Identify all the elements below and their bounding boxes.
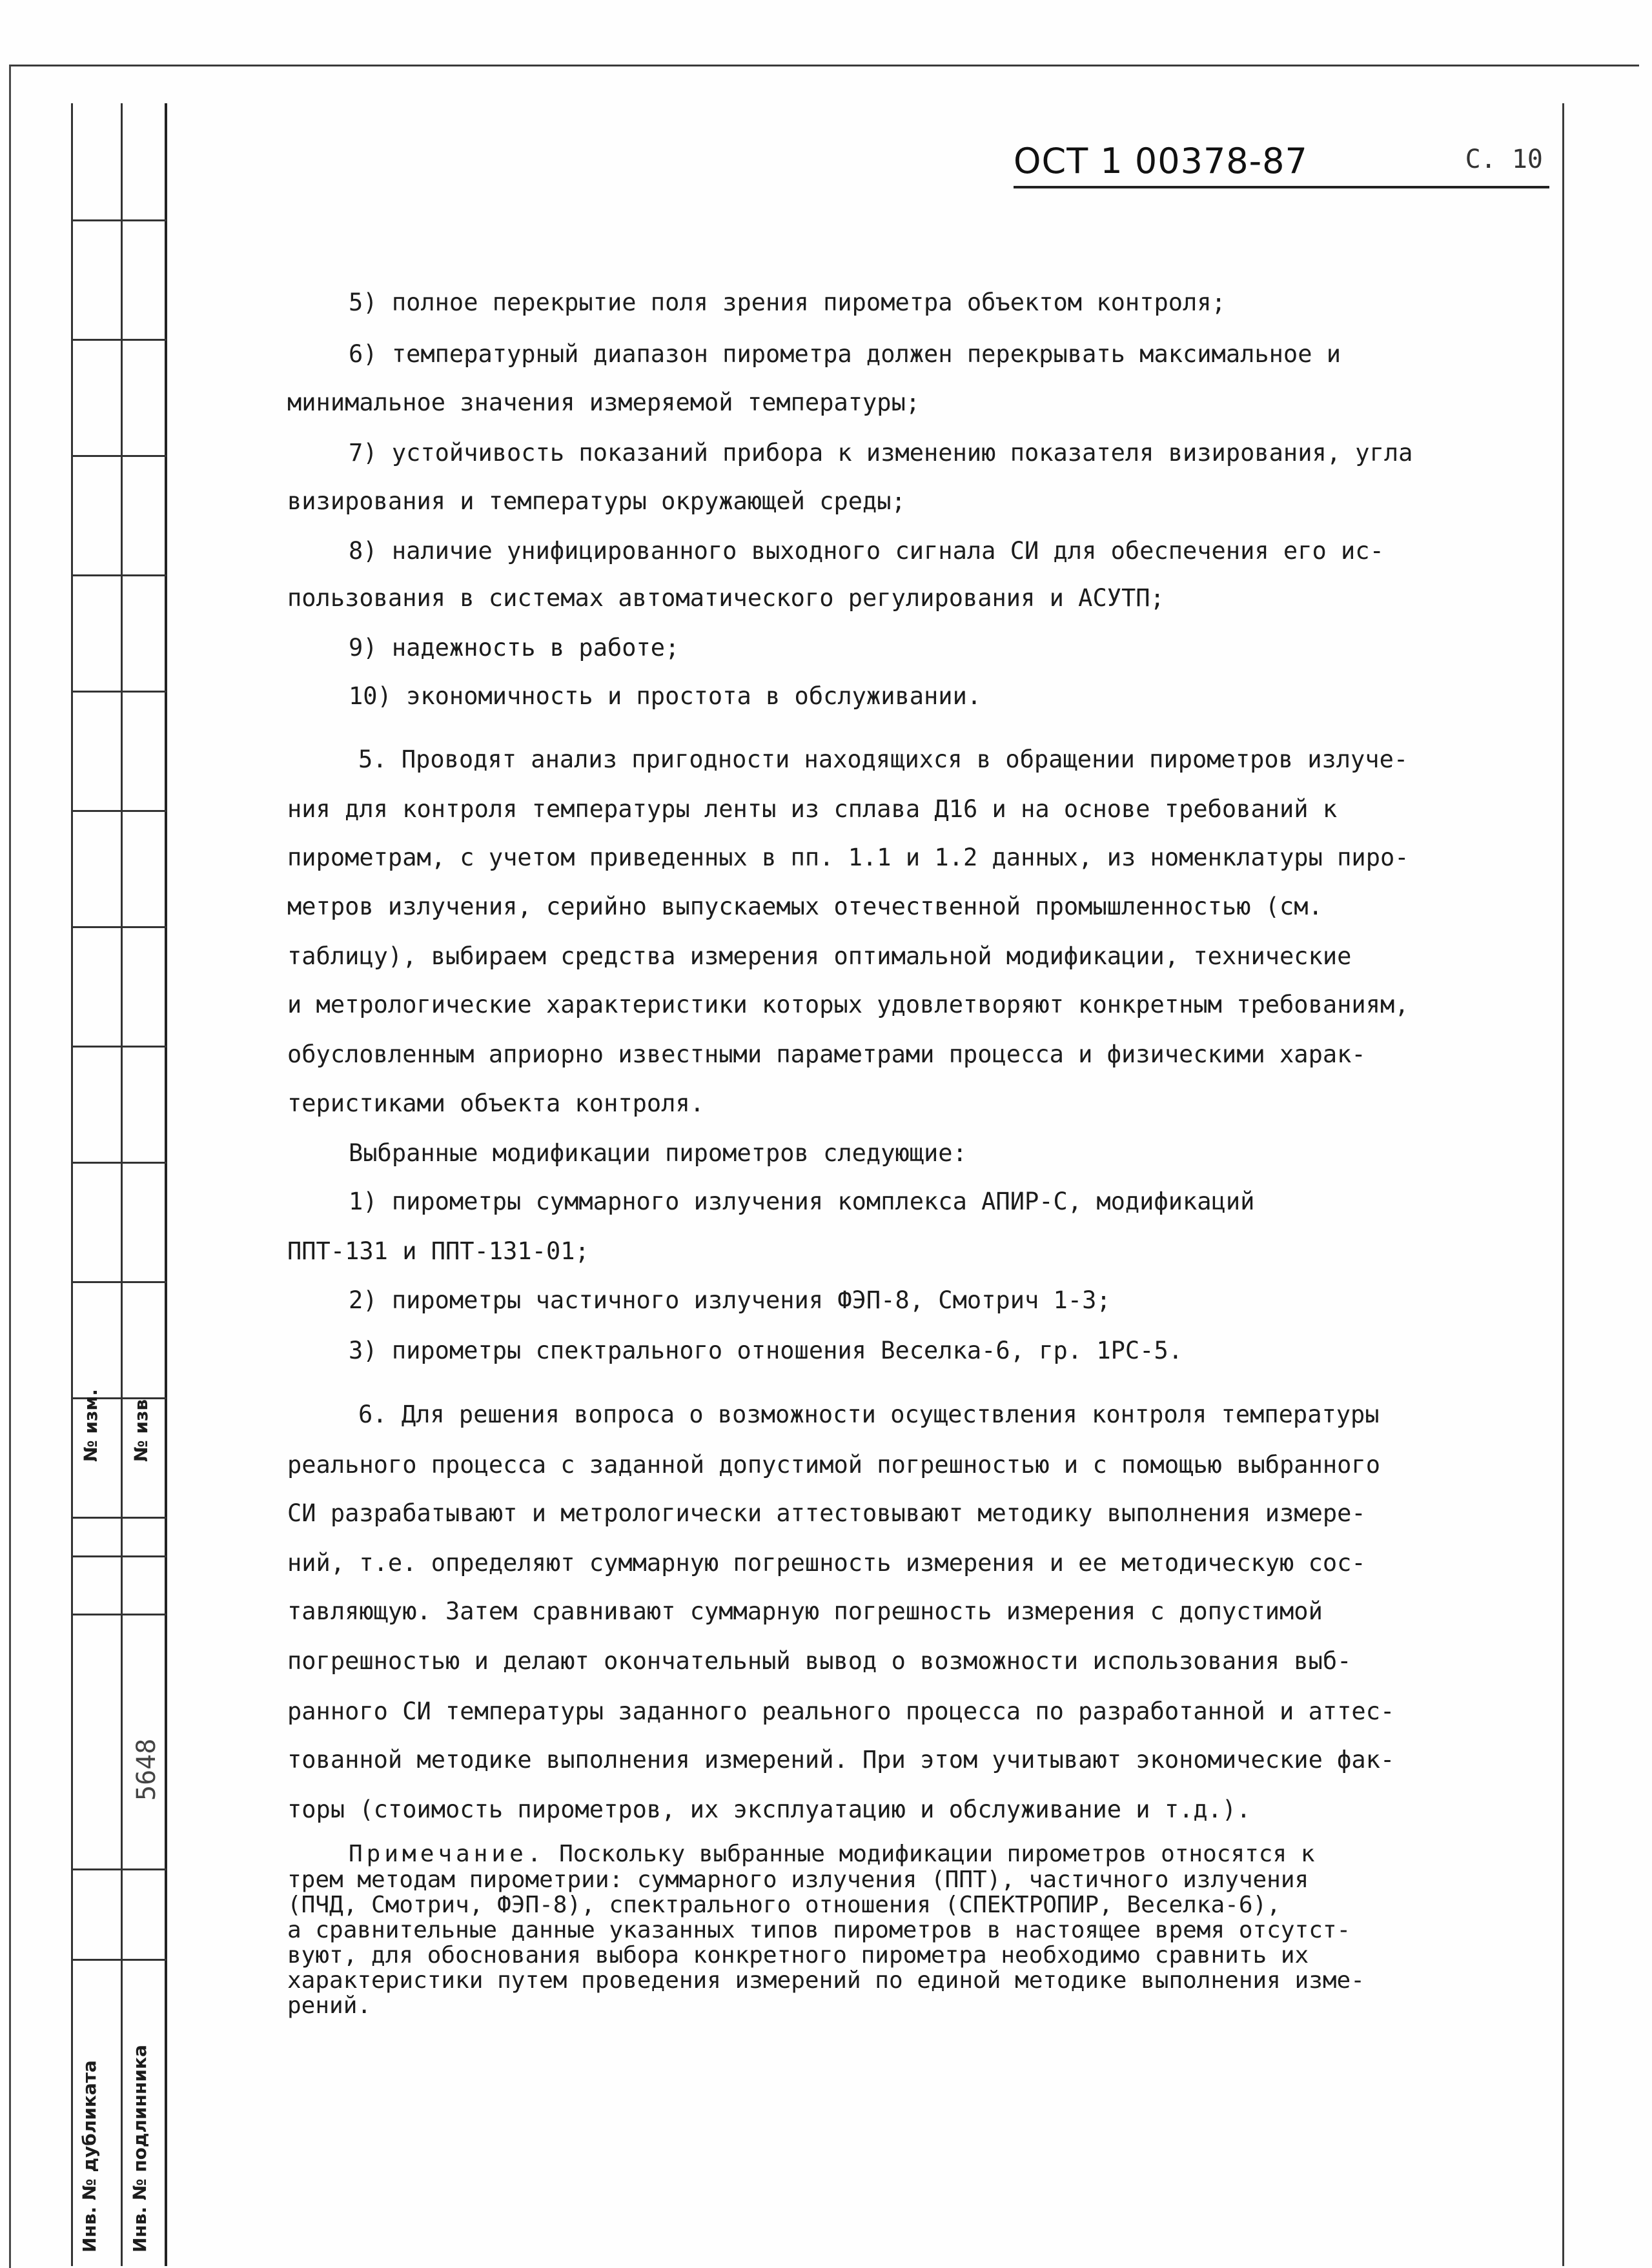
body-line: торы (стоимость пирометров, их эксплуатацию и обслуживание и т.д.). (287, 1796, 1251, 1823)
strip-line (71, 103, 73, 2266)
body-line: ППТ-131 и ППТ-131-01; (287, 1237, 589, 1265)
body-line: 3) пирометры спектрального отношения Веселка-6, гр. 1РС-5. (349, 1337, 1183, 1364)
body-line: ний, т.е. определяют суммарную погрешность измерения и ее методическую сос- (287, 1549, 1366, 1577)
note-title: Примечание. (349, 1841, 546, 1867)
strip-row-divider (71, 1046, 167, 1048)
strip-row-divider (71, 691, 167, 693)
strip-row-divider (71, 1517, 167, 1519)
note-line: а сравнительные данные указанных типов пирометров в настоящее время отсутст- (287, 1917, 1351, 1943)
body-line: СИ разрабатывают и метрологически аттестовывают методику выполнения измере- (287, 1499, 1366, 1527)
document-id: ОСТ 1 00378-87 (1014, 141, 1308, 181)
body-line: 1) пирометры суммарного излучения комплекса АПИР-С, модификаций (349, 1188, 1255, 1215)
strip-row-divider (71, 926, 167, 928)
strip-line (165, 103, 167, 2266)
note-line: трем методам пирометрии: суммарного излучения (ППТ), частичного излучения (287, 1867, 1309, 1893)
body-line: 6) температурный диапазон пирометра должен перекрывать максимальное и (349, 340, 1341, 368)
strip-row-divider (71, 1162, 167, 1164)
body-line: Выбранные модификации пирометров следующие: (349, 1139, 967, 1167)
body-line: визирования и температуры окружающей среды; (287, 487, 906, 515)
note-line-text: Поскольку выбранные модификации пирометров относятся к (559, 1841, 1315, 1867)
header-underline (1014, 186, 1549, 188)
duplicate-inv-label: Инв. № дубликата (79, 2060, 100, 2253)
strip-row-divider (71, 339, 167, 341)
note-line: вуют, для обоснования выбора конкретного пирометра необходимо сравнить их (287, 1942, 1309, 1969)
page-frame-right-edge (1562, 103, 1564, 2266)
strip-row-divider (71, 1555, 167, 1557)
body-line: 8) наличие унифицированного выходного сигнала СИ для обеспечения его ис- (349, 537, 1384, 565)
note-line: (ПЧД, Смотрич, ФЭП-8), спектрального отношения (СПЕКТРОПИР, Веселка-6), (287, 1892, 1281, 1918)
strip-row-divider (71, 1959, 167, 1961)
body-line: теристиками объекта контроля. (287, 1089, 705, 1117)
original-inv-number: 5648 (132, 1738, 161, 1801)
body-line: ния для контроля температуры ленты из сплава Д16 и на основе требований к (287, 795, 1338, 823)
page-number: С. 10 (1465, 145, 1543, 174)
body-line: 7) устойчивость показаний прибора к изменению показателя визирования, угла (349, 439, 1413, 467)
body-line: 5) полное перекрытие поля зрения пирометра объектом контроля; (349, 289, 1226, 316)
strip-row-divider (71, 219, 167, 221)
strip-row-divider (71, 574, 167, 576)
strip-row-divider (71, 1868, 167, 1870)
original-inv-label: Инв. № подлинника (129, 2045, 150, 2253)
body-line: метров излучения, серийно выпускаемых отечественной промышленностью (см. (287, 893, 1323, 920)
body-line: 10) экономичность и простота в обслуживании. (349, 682, 982, 710)
body-line: 9) надежность в работе; (349, 634, 680, 662)
body-line: реального процесса с заданной допустимой погрешностью и с помощью выбранного (287, 1451, 1380, 1479)
change-no-label: № изв (130, 1399, 152, 1462)
body-line: ранного СИ температуры заданного реального процесса по разработанной и аттес- (287, 1697, 1395, 1725)
page-header (1014, 141, 1556, 186)
mod-no-label: № изм. (80, 1389, 101, 1462)
body-line: пирометрам, с учетом приведенных в пп. 1.1 и 1.2 данных, из номенклатуры пиро- (287, 844, 1409, 871)
note-line: рений. (287, 1992, 372, 2019)
strip-row-divider (71, 1281, 167, 1283)
note-first-line (349, 1843, 1315, 1866)
note-line: характеристики путем проведения измерений по единой методике выполнения изме- (287, 1967, 1365, 1994)
body-line: 2) пирометры частичного излучения ФЭП-8, Смотрич 1-3; (349, 1286, 1111, 1314)
body-line: минимальное значения измеряемой температуры; (287, 389, 921, 416)
strip-line (121, 103, 123, 2266)
body-line: 5. Проводят анализ пригодности находящихся в обращении пирометров излуче- (358, 745, 1409, 773)
strip-row-divider (71, 1614, 167, 1615)
body-line: пользования в системах автоматического регулирования и АСУТП; (287, 584, 1165, 612)
strip-row-divider (71, 455, 167, 457)
body-line: и метрологические характеристики которых удовлетворяют конкретным требованиям, (287, 991, 1409, 1018)
body-line: 6. Для решения вопроса о возможности осуществления контроля температуры (358, 1401, 1380, 1428)
body-line: таблицу), выбираем средства измерения оптимальной модификации, технические (287, 942, 1352, 970)
body-line: погрешностью и делают окончательный вывод о возможности использования выб- (287, 1647, 1352, 1675)
body-line: тованной методике выполнения измерений. При этом учитывают экономические фак- (287, 1746, 1395, 1774)
body-line: тавляющую. Затем сравнивают суммарную погрешность измерения с допустимой (287, 1597, 1323, 1625)
side-stamp-strip (71, 103, 167, 2266)
strip-row-divider (71, 810, 167, 812)
body-line: обусловленным априорно известными параметрами процесса и физическими харак- (287, 1040, 1366, 1068)
